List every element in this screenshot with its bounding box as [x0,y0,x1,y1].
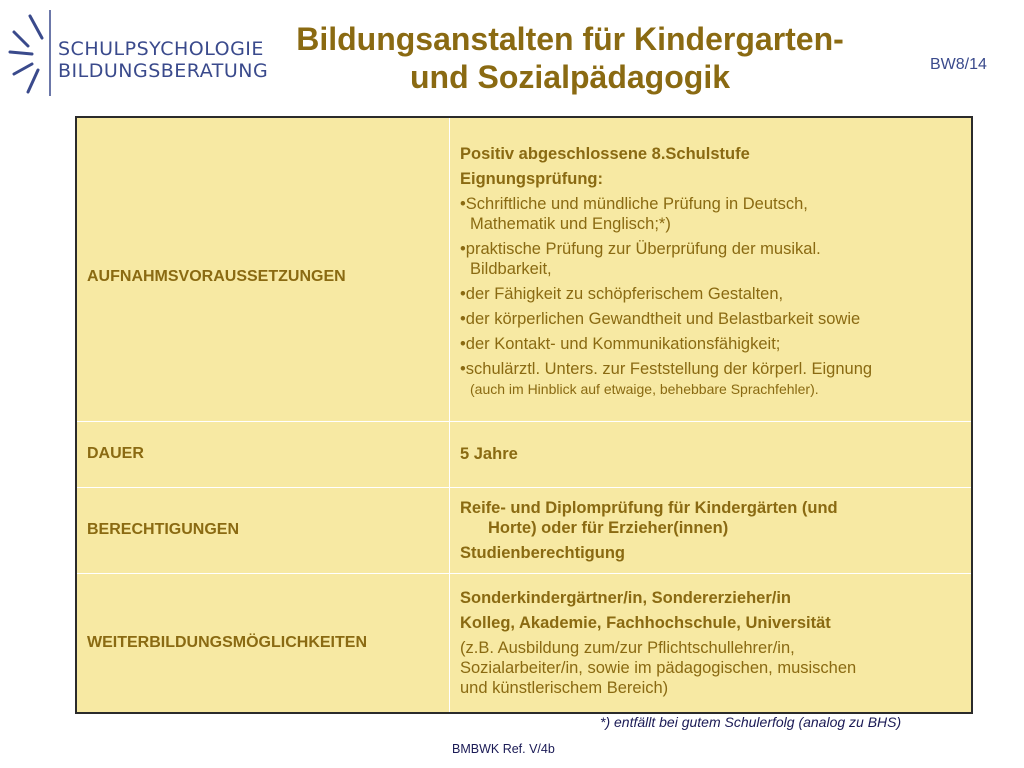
text-line: (auch im Hinblick auf etwaige, behebbare Sprachfehler). [470,381,819,398]
bullet-item [460,239,961,279]
text-line: •Schriftliche und mündliche Prüfung in Deutsch, [460,195,808,214]
bullet-item: •der Kontakt- und Kommunikationsfähigkeit; [460,335,781,354]
logo-rays-icon [6,8,58,100]
text-line: Eignungsprüfung: [460,170,603,189]
text-line: Sozialarbeiter/in, sowie im pädagogischen, musischen [460,658,857,677]
text-line: 5 Jahre [460,445,518,463]
text-item [460,498,961,538]
text-line: •schulärztl. Unters. zur Feststellung der körperl. Eignung [460,360,873,379]
slide-code: BW8/14 [930,56,987,73]
row-label-dauer: DAUER [76,421,450,487]
logo-text-line2: BILDUNGSBERATUNG [58,60,269,82]
info-table [75,116,973,714]
text-line: und künstlerischem Bereich) [460,678,669,697]
row-content-dauer [450,421,973,487]
text-line: Horte) oder für Erzieher(innen) [488,518,729,537]
title-line2: und Sozialpädagogik [409,59,730,95]
logo [6,8,269,98]
text-line: Studienberechtigung [460,543,625,562]
text-line: Bildbarkeit, [470,260,552,279]
text-item [460,638,961,698]
text-line: •praktische Prüfung zur Überprüfung der musikal. [460,240,821,259]
text-line: Kolleg, Akademie, Fachhochschule, Universität [460,613,831,632]
text-line: Reife- und Diplomprüfung für Kindergärten (und [460,498,838,517]
row-label-berechtigungen: BERECHTIGUNGEN [76,487,450,573]
row-content-aufnahme [450,117,973,421]
table-row [76,421,972,487]
table-row [76,573,972,713]
bullet-item [460,359,961,399]
footer-source: BMBWK Ref. V/4b [452,742,555,756]
table-row [76,117,972,421]
bullet-item: •der körperlichen Gewandtheit und Belastbarkeit sowie [460,310,861,329]
text-line: Mathematik und Englisch;*) [470,215,671,234]
row-label-weiterbildung: WEITERBILDUNGSMÖGLICHKEITEN [76,573,450,713]
table-row [76,487,972,573]
page-title [250,20,890,96]
row-label-aufnahme: AUFNAHMSVORAUSSETZUNGEN [76,117,450,421]
title-line1: Bildungsanstalten für Kindergarten- [296,21,844,57]
bullet-item [460,194,961,234]
text-line: (z.B. Ausbildung zum/zur Pflichtschullehrer/in, [460,638,795,657]
text-line: Sonderkindergärtner/in, Sondererzieher/in [460,588,791,607]
logo-text-line1: SCHULPSYCHOLOGIE [58,38,264,60]
footnote: *) entfällt bei gutem Schulerfolg (analog zu BHS) [600,714,902,730]
row-content-berechtigungen [450,487,973,573]
row-content-weiterbildung [450,573,973,713]
text-line: Positiv abgeschlossene 8.Schulstufe [460,145,750,164]
bullet-item: •der Fähigkeit zu schöpferischem Gestalten, [460,285,784,304]
